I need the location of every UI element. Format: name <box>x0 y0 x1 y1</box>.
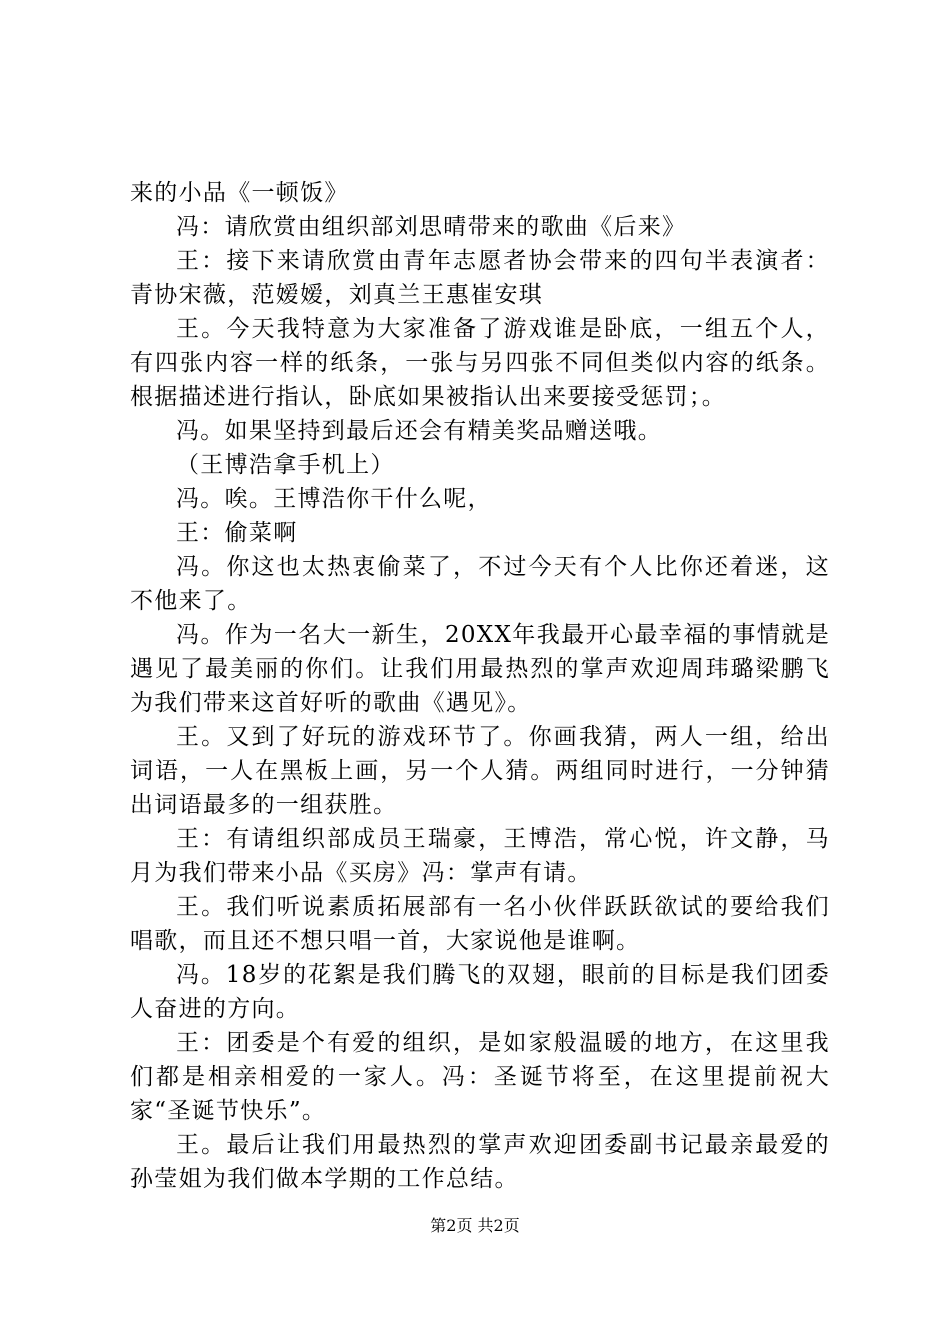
document-body <box>130 176 830 1196</box>
paragraph: 王。我们听说素质拓展部有一名小伙伴跃跃欲试的要给我们唱歌，而且还不想只唱一首，大家说他是谁啊。 <box>130 894 830 954</box>
paragraph: 王：偷菜啊 <box>176 520 298 546</box>
paragraph: 冯。你这也太热衷偷菜了，不过今天有个人比你还着迷，这不他来了。 <box>130 554 830 614</box>
page-number-label: 第2页 共2页 <box>430 1216 520 1235</box>
paragraph: 冯：请欣赏由组织部刘思晴带来的歌曲《后来》 <box>176 214 687 240</box>
paragraph: 冯。18岁的花絮是我们腾飞的双翅，眼前的目标是我们团委人奋进的方向。 <box>130 962 830 1022</box>
paragraph: 王：团委是个有爱的组织，是如家般温暖的地方，在这里我们都是相亲相爱的一家人。冯：圣诞节将至，在这里提前祝大家“圣诞节快乐”。 <box>130 1030 830 1124</box>
paragraph: 冯。如果坚持到最后还会有精美奖品赠送哦。 <box>176 418 662 444</box>
paragraph: 王。又到了好玩的游戏环节了。你画我猜，两人一组，给出词语，一人在黑板上画，另一个人猜。两组同时进行，一分钟猜出词语最多的一组获胜。 <box>130 724 830 818</box>
paragraph: 王：有请组织部成员王瑞豪，王博浩，常心悦，许文静，马月为我们带来小品《买房》冯：掌声有请。 <box>130 826 830 886</box>
paragraph: 冯。作为一名大一新生，20XX年我最开心最幸福的事情就是遇见了最美丽的你们。让我们用最热烈的掌声欢迎周玮璐梁鹏飞为我们带来这首好听的歌曲《遇见》。 <box>130 622 830 716</box>
paragraph: 冯。唉。王博浩你干什么呢， <box>176 486 492 512</box>
paragraph: 来的小品《一顿饭》 <box>130 180 349 206</box>
paragraph: 王：接下来请欣赏由青年志愿者协会带来的四句半表演者：青协宋薇，范嫒嫒，刘真兰王惠崔安琪 <box>130 248 830 308</box>
paragraph: 王。最后让我们用最热烈的掌声欢迎团委副书记最亲最爱的孙莹姐为我们做本学期的工作总结。 <box>130 1132 830 1192</box>
paragraph: 王。今天我特意为大家准备了游戏谁是卧底，一组五个人，有四张内容一样的纸条，一张与另四张不同但类似内容的纸条。根据描述进行指认，卧底如果被指认出来要接受惩罚；。 <box>130 316 830 410</box>
paragraph: （王博浩拿手机上） <box>176 452 395 478</box>
page-footer <box>0 1216 950 1236</box>
